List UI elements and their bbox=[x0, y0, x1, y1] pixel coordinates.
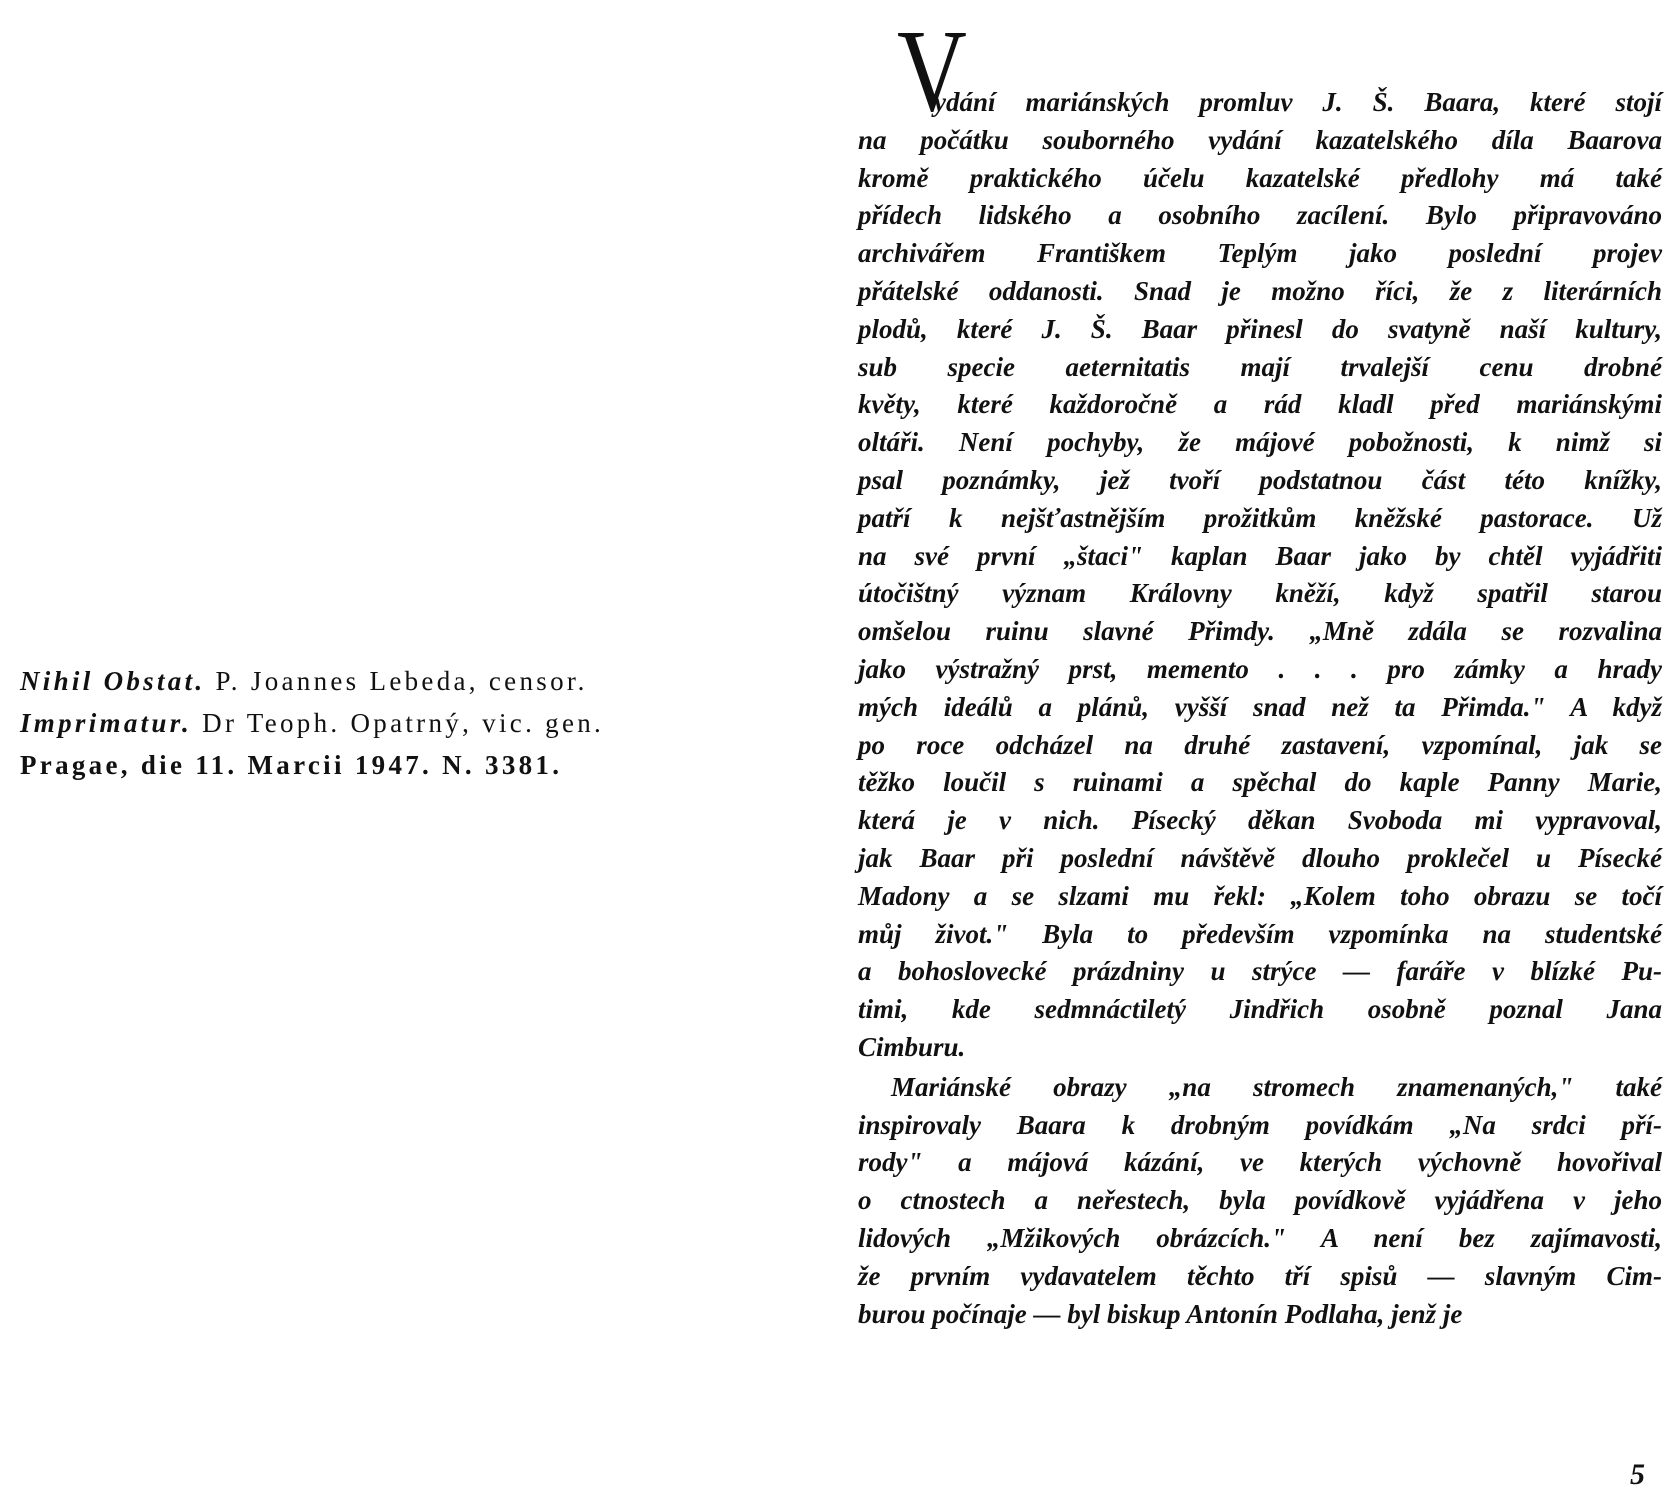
text-line: sub specie aeternitatis mají trvalejší cenu drobné bbox=[858, 351, 1662, 382]
text-line: těžko loučil s ruinami a spěchal do kaple Panny Marie, bbox=[858, 767, 1662, 798]
text-line: timi, kde sedmnáctiletý Jindřich osobně poznal Jana bbox=[858, 994, 1662, 1025]
text-line: kromě praktického účelu kazatelské předlohy má také bbox=[858, 162, 1662, 193]
text-line: mých ideálů a plánů, vyšší snad než ta Přimda." A když bbox=[858, 691, 1662, 722]
text-line: že prvním vydavatelem těchto tří spisů — slavným Cim- bbox=[858, 1260, 1662, 1291]
text-line: patří k nejšťastnějším prožitkům kněžské pastorace. Už bbox=[858, 502, 1662, 533]
text-line: květy, které každoročně a rád kladl před mariánskými bbox=[858, 389, 1662, 420]
text-line: jak Baar při poslední návštěvě dlouho proklečel u Písecké bbox=[858, 843, 1662, 873]
imprimatur-block bbox=[20, 660, 840, 786]
text-line: přídech lidského a osobního zacílení. Bylo připravováno bbox=[858, 200, 1662, 231]
text-line: lidových „Mžikových obrázcích." A není bez zajímavosti, bbox=[858, 1223, 1662, 1253]
text-line: jako výstražný prst, memento . . . pro zámky a hrady bbox=[858, 654, 1662, 684]
vicar-general-name: Dr Teoph. Opatrný, vic. gen. bbox=[192, 708, 605, 738]
text-line: na počátku souborného vydání kazatelského díla Baarova bbox=[858, 124, 1662, 155]
text-line: přátelské oddanosti. Snad je možno říci, že z literárních bbox=[858, 276, 1662, 306]
censor-name: P. Joannes Lebeda, censor. bbox=[205, 666, 588, 696]
nihil-obstat-line bbox=[20, 660, 840, 702]
imprimatur-label: Imprimatur. bbox=[20, 708, 193, 738]
place-date-line: Pragae, die 11. Marcii 1947. N. 3381. bbox=[20, 750, 563, 780]
text-line: a bohoslovecké prázdniny u strýce — faráře v blízké Pu- bbox=[858, 956, 1662, 987]
text-line: inspirovaly Baara k drobným povídkám „Na srdci pří- bbox=[858, 1109, 1662, 1140]
text-line: která je v nich. Písecký děkan Svoboda mi vypravoval, bbox=[858, 805, 1662, 836]
text-line: burou počínaje — byl biskup Antonín Podlaha, jenž je bbox=[858, 1298, 1463, 1329]
essay-column bbox=[858, 0, 1662, 1500]
drop-cap: V bbox=[897, 5, 967, 136]
text-line: Mariánské obrazy „na stromech znamenaných," také bbox=[891, 1071, 1662, 1102]
text-line: Cimburu. bbox=[858, 1032, 966, 1062]
text-line: o ctnostech a neřestech, byla povídkově vyjádřena v jeho bbox=[858, 1185, 1662, 1216]
text-line: Madony a se slzami mu řekl: „Kolem toho obrazu se točí bbox=[858, 880, 1662, 911]
text-line: psal poznámky, jež tvoří podstatnou část této knížky, bbox=[858, 465, 1662, 495]
text-line: útočištný význam Královny kněží, když spatřil starou bbox=[858, 578, 1662, 609]
text-line: ydání mariánských promluv J. Š. Baara, které stojí bbox=[934, 87, 1662, 117]
text-line: oltáři. Není pochyby, že májové pobožnosti, k nimž si bbox=[858, 427, 1662, 458]
text-line: na své první „štaci" kaplan Baar jako by chtěl vyjádřiti bbox=[858, 540, 1662, 571]
text-line: můj život." Byla to především vzpomínka na studentské bbox=[858, 918, 1662, 949]
imprimatur-line bbox=[20, 702, 840, 744]
text-line: archivářem Františkem Teplým jako poslední projev bbox=[858, 238, 1662, 269]
text-line: rody" a májová kázání, ve kterých výchovně hovořival bbox=[858, 1147, 1662, 1178]
text-line: omšelou ruinu slavné Přimdy. „Mně zdála se rozvalina bbox=[858, 616, 1662, 647]
text-line: po roce odcházel na druhé zastavení, vzpomínal, jak se bbox=[858, 729, 1662, 760]
text-line: plodů, které J. Š. Baar přinesl do svatyně naší kultury, bbox=[858, 313, 1662, 344]
nihil-obstat-label: Nihil Obstat. bbox=[20, 666, 206, 696]
page-number: 5 bbox=[1630, 1458, 1645, 1491]
